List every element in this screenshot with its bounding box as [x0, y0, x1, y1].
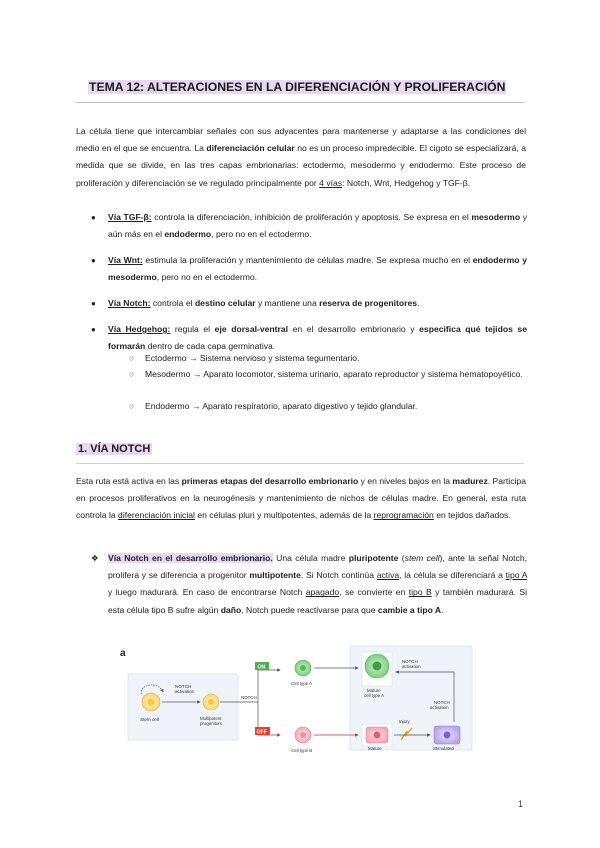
notch-activation-side-2: activation — [430, 705, 449, 710]
bullet-hedgehog: ● Vía Hedgehog: regula el eje dorsal-ventral en el desarrollo embrionario y especifica qué tejidos se formarán dentro de cada capa germinativa. — [91, 321, 527, 355]
notch-activation-top-2: activation — [402, 664, 421, 669]
notch-label: NOTCH — [241, 695, 257, 700]
bullet-dot-icon: ● — [91, 213, 96, 222]
cell-type-b-label: Cell type B — [291, 748, 313, 753]
circle-bullet-icon: ○ — [129, 401, 135, 411]
stem-cell-nucleus-icon — [148, 699, 155, 706]
stem-cell-label: Stem cell — [140, 717, 159, 722]
progenitors-label: progenitors — [200, 721, 222, 726]
subitem-endodermo: ○ Endodermo → Aparato respiratorio, aparato digestivo y tejido glandular. — [129, 398, 527, 415]
notch-paragraph: Esta ruta está activa en las primeras etapas del desarrollo embrionario y en niveles bajos en la madurez. Participa en procesos proliferativos en la neurogénesis y mantenimiento de nichos de células madre. En general, esta ruta controla la diferenciación inicial en células pluri y multipotentes, además de la reprogramación en tejidos dañados. — [76, 476, 526, 521]
circle-bullet-icon: ○ — [129, 369, 135, 379]
stimulated-cell-b-nucleus-icon — [444, 732, 451, 739]
progenitor-nucleus-icon — [208, 699, 214, 705]
stimulated-label-1: Stimulated — [433, 746, 454, 751]
bullet-wnt: ● Vía Wnt: estimula la proliferación y mantenimiento de células madre. Se expresa mucho en el endodermo y mesodermo, pero no en el ectodermo. — [91, 252, 527, 286]
mature-cell-a-nucleus-icon — [373, 662, 382, 671]
bullet-dot-icon: ● — [91, 325, 96, 334]
notch-activation-label-2: activation — [175, 689, 195, 694]
section-divider — [76, 463, 524, 464]
notch-activation-top-1: NOTCH — [402, 659, 418, 664]
mature-a-label-1: Mature — [367, 688, 381, 693]
notch-activation-label-1: NOTCH — [175, 684, 192, 689]
section-heading-notch: 1. VÍA NOTCH — [78, 443, 151, 455]
mature-b-label-1: Mature — [368, 746, 382, 751]
bullet-tgf-beta: ● Vía TGF-β: controla la diferenciación, inhibición de proliferación y apoptosis. Se expresa en el mesodermo y aún más en el endodermo, pero no en el ectodermo. — [91, 209, 527, 243]
mature-cell-b-nucleus-icon — [374, 732, 381, 739]
notch-diagram — [118, 640, 480, 756]
title-divider — [76, 102, 524, 103]
cell-type-b-nucleus-icon — [300, 732, 306, 738]
page-title: TEMA 12: ALTERACIONES EN LA DIFERENCIACIÓN Y PROLIFERACIÓN — [89, 80, 506, 94]
multipotent-label: Multipotent — [200, 716, 222, 721]
panel-label: a — [120, 648, 126, 659]
cell-type-a-nucleus-icon — [300, 665, 306, 671]
subitem-ectodermo: ○ Ectodermo → Sistema nervioso y sistema tegumentario. — [129, 350, 527, 367]
subitem-mesodermo: ○ Mesodermo → Aparato locomotor, sistema urinario, aparato reproductor y sistema hematopoyético. — [129, 366, 527, 383]
bullet-notch-embryo: ❖ Vía Notch en el desarrollo embrionario. Una célula madre pluripotente (stem cell), ante la señal Notch, prolifera y se diferencia a progenitor multipotente. Si Notch continúa activa, la célula se diferenciará a tipo A y luego madurará. En caso de encontrarse Notch apagado, se convierte en tipo B y también madurará. Si esta célula tipo B sufre algún daño, Notch puede reactivarse para que cambie a tipo A. — [91, 550, 527, 619]
notch-activation-side-1: NOTCH — [434, 700, 450, 705]
circle-bullet-icon: ○ — [129, 353, 135, 363]
on-tag-text: ON — [257, 664, 266, 671]
page-number: 1 — [518, 799, 524, 809]
mature-a-label-2: cell type A — [364, 693, 385, 698]
diamond-bullet-icon: ❖ — [91, 553, 99, 563]
bullet-dot-icon: ● — [91, 299, 96, 308]
off-tag-text: OFF — [256, 729, 267, 736]
bullet-dot-icon: ● — [91, 256, 96, 265]
cell-type-a-label: Cell type A — [291, 681, 312, 686]
injury-label: Injury — [399, 719, 410, 724]
intro-paragraph: La célula tiene que intercambiar señales con sus adyacentes para mantenerse y adaptarse a las condiciones del medio en el que se encuentra. La diferenciación celular no es un proceso impredecible. El cigoto se especializará, a medida que se divide, en las tres capas embrionarias: ectodermo, mesodermo y endodermo. Este proceso de proliferación y diferenciación se ve regulado principalmente por 4 vías: Notch, Wnt, Hedgehog y TGF-β. — [76, 126, 527, 188]
bullet-notch: ● Vía Notch: controla el destino celular y mantiene una reserva de progenitores. — [91, 295, 527, 312]
